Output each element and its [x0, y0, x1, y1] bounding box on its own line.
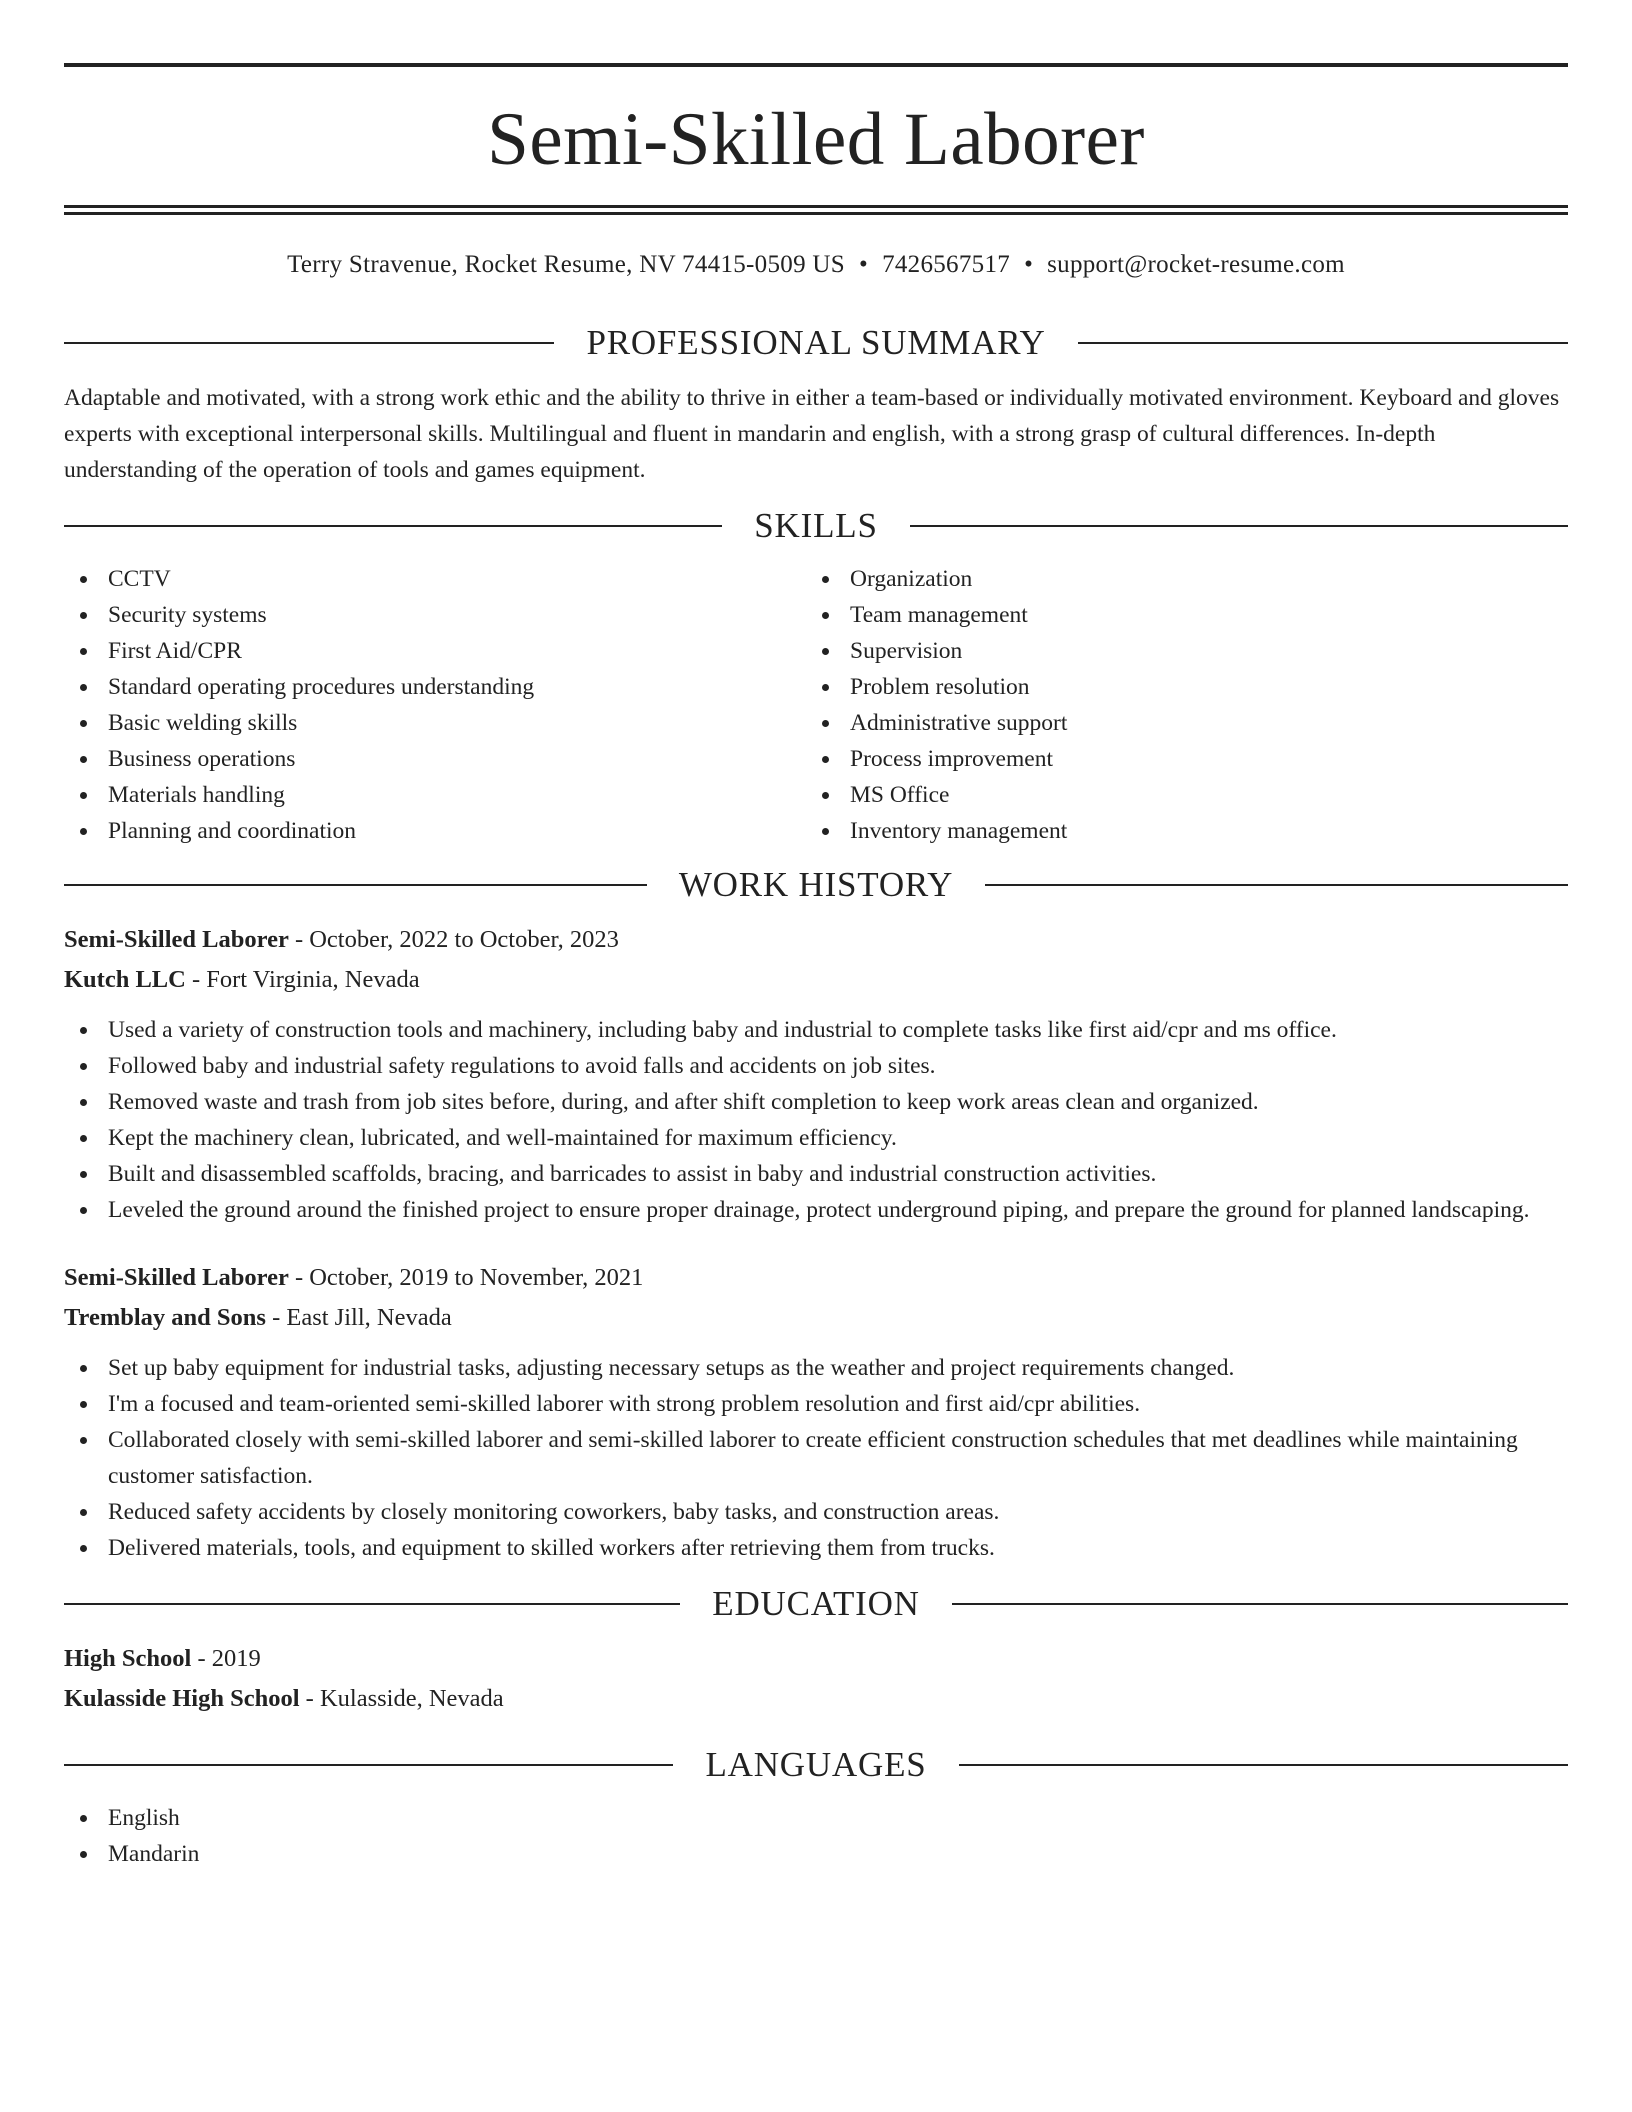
job-bullet-item: Built and disassembled scaffolds, bracing, and barricades to assist in baby and industrial construction activities. — [64, 1156, 1568, 1192]
job-company-line — [64, 960, 1568, 1000]
section-heading-skills — [64, 508, 1568, 543]
contact-address: Terry Stravenue, Rocket Resume, NV 74415-0509 US — [287, 251, 845, 278]
job-bullet-item: Reduced safety accidents by closely monitoring coworkers, baby tasks, and construction areas. — [64, 1494, 1568, 1530]
heading-rule-left — [64, 884, 647, 886]
job-title-line — [64, 920, 1568, 960]
contact-separator: • — [859, 251, 869, 278]
job-location: - East Jill, Nevada — [265, 1304, 452, 1331]
education-school: Kulasside High School — [64, 1685, 300, 1712]
skill-item: CCTV — [64, 561, 806, 597]
section-heading-work — [64, 867, 1568, 902]
contact-phone: 7426567517 — [882, 251, 1011, 278]
contact-line — [64, 251, 1568, 279]
skill-item: Inventory management — [806, 813, 1548, 849]
job-bullet-item: Delivered materials, tools, and equipment to skilled workers after retrieving them from trucks. — [64, 1530, 1568, 1566]
job-title-line — [64, 1258, 1568, 1298]
heading-rule-left — [64, 1764, 673, 1766]
education-school-line — [64, 1679, 1568, 1719]
heading-rule-right — [985, 884, 1568, 886]
job-bullet-item: I'm a focused and team-oriented semi-skilled laborer with strong problem resolution and first aid/cpr abilities. — [64, 1386, 1568, 1422]
skill-item: Security systems — [64, 597, 806, 633]
job-company: Tremblay and Sons — [64, 1304, 266, 1331]
skill-item: Business operations — [64, 741, 806, 777]
section-title: SKILLS — [754, 506, 878, 545]
section-heading-education — [64, 1586, 1568, 1621]
job-bullet-item: Followed baby and industrial safety regulations to avoid falls and accidents on job sites. — [64, 1048, 1568, 1084]
heading-rule-left — [64, 525, 722, 527]
job-bullets — [64, 1350, 1568, 1566]
section-title: LANGUAGES — [705, 1745, 927, 1784]
skill-item: Materials handling — [64, 777, 806, 813]
job-title: Semi-Skilled Laborer — [64, 1264, 289, 1291]
resume-content — [64, 0, 1568, 1872]
heading-rule-left — [64, 342, 554, 344]
section-title: EDUCATION — [712, 1584, 920, 1623]
skill-item: Administrative support — [806, 705, 1548, 741]
resume-title: Semi-Skilled Laborer — [487, 98, 1145, 181]
summary-text: Adaptable and motivated, with a strong work ethic and the ability to thrive in either a team-based or individually motivated environment. Keyboard and gloves experts with exceptional interpersonal skills. Multilingual and fluent in mandarin and english, with a strong grasp of cultural differences. In-depth understanding of the operation of tools and games equipment. — [64, 385, 1560, 483]
heading-rule-right — [1078, 342, 1568, 344]
skill-item: Organization — [806, 561, 1548, 597]
title-double-rule — [64, 205, 1568, 215]
education-degree: High School — [64, 1645, 192, 1672]
job-location: - Fort Virginia, Nevada — [185, 966, 420, 993]
skill-item: Supervision — [806, 633, 1548, 669]
education-location: - Kulasside, Nevada — [299, 1685, 504, 1712]
education-year: - 2019 — [191, 1645, 261, 1672]
contact-separator: • — [1024, 251, 1034, 278]
skill-item: Standard operating procedures understanding — [64, 669, 806, 705]
skills-list-left — [64, 561, 806, 849]
skill-item: Planning and coordination — [64, 813, 806, 849]
job-dates: - October, 2019 to November, 2021 — [288, 1264, 644, 1291]
job-title: Semi-Skilled Laborer — [64, 926, 289, 953]
skills-columns — [64, 561, 1568, 849]
section-heading-languages — [64, 1747, 1568, 1782]
job-bullet-item: Collaborated closely with semi-skilled laborer and semi-skilled laborer to create efficient construction schedules that met deadlines while maintaining customer satisfaction. — [64, 1422, 1568, 1494]
job-bullet-item: Leveled the ground around the finished project to ensure proper drainage, protect underground piping, and prepare the ground for planned landscaping. — [64, 1192, 1568, 1228]
contact-email: support@rocket-resume.com — [1047, 251, 1345, 278]
heading-rule-left — [64, 1603, 680, 1605]
job-bullet-item: Set up baby equipment for industrial tasks, adjusting necessary setups as the weather and project requirements changed. — [64, 1350, 1568, 1386]
heading-rule-right — [952, 1603, 1568, 1605]
section-title: WORK HISTORY — [678, 865, 954, 904]
skill-item: Process improvement — [806, 741, 1548, 777]
education-entry — [64, 1639, 1568, 1719]
heading-rule-right — [910, 525, 1568, 527]
job-bullet-item: Used a variety of construction tools and machinery, including baby and industrial to complete tasks like first aid/cpr and ms office. — [64, 1012, 1568, 1048]
job-bullet-item: Removed waste and trash from job sites before, during, and after shift completion to keep work areas clean and organized. — [64, 1084, 1568, 1120]
language-item: Mandarin — [64, 1836, 1568, 1872]
language-item: English — [64, 1800, 1568, 1836]
education-degree-line — [64, 1639, 1568, 1679]
skill-item: Basic welding skills — [64, 705, 806, 741]
skill-item: First Aid/CPR — [64, 633, 806, 669]
skill-item: Team management — [806, 597, 1548, 633]
skills-list-right — [806, 561, 1548, 849]
heading-rule-right — [959, 1764, 1568, 1766]
languages-list — [64, 1800, 1568, 1872]
skill-item: MS Office — [806, 777, 1548, 813]
skill-item: Problem resolution — [806, 669, 1548, 705]
job-bullets — [64, 1012, 1568, 1228]
section-heading-summary — [64, 325, 1568, 360]
job-entry — [64, 1258, 1568, 1566]
job-entry — [64, 920, 1568, 1228]
job-company: Kutch LLC — [64, 966, 186, 993]
job-bullet-item: Kept the machinery clean, lubricated, and well-maintained for maximum efficiency. — [64, 1120, 1568, 1156]
job-company-line — [64, 1298, 1568, 1338]
job-dates: - October, 2022 to October, 2023 — [288, 926, 619, 953]
section-title: PROFESSIONAL SUMMARY — [586, 323, 1046, 362]
